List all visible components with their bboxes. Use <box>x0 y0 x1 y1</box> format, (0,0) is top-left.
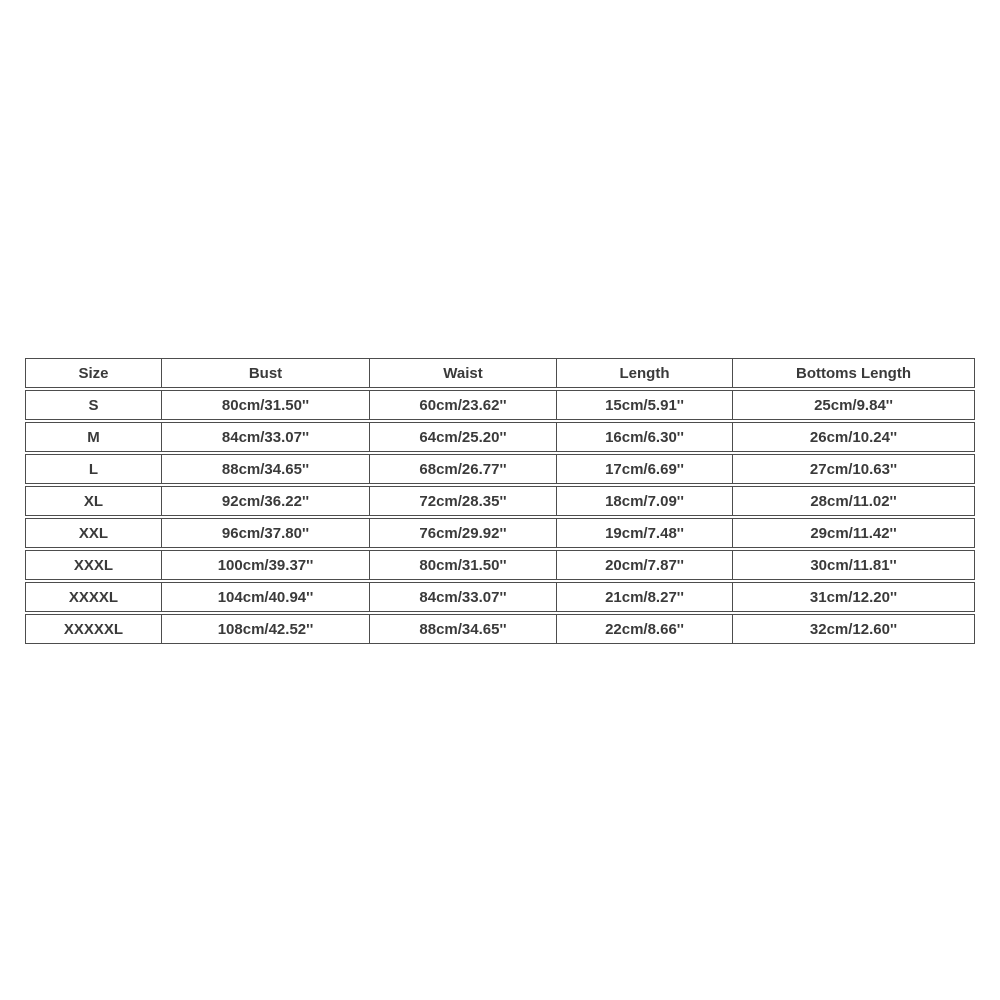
measurement-cell: 64cm/25.20'' <box>369 422 556 452</box>
measurement-cell: 104cm/40.94'' <box>161 582 369 612</box>
column-header-size: Size <box>25 358 161 388</box>
measurement-cell: 22cm/8.66'' <box>556 614 732 644</box>
measurement-cell: 100cm/39.37'' <box>161 550 369 580</box>
size-cell: M <box>25 422 161 452</box>
table-row <box>25 582 975 612</box>
table-row <box>25 486 975 516</box>
size-cell: XXXXXL <box>25 614 161 644</box>
column-header-length: Length <box>556 358 732 388</box>
measurement-cell: 88cm/34.65'' <box>369 614 556 644</box>
measurement-cell: 68cm/26.77'' <box>369 454 556 484</box>
measurement-cell: 28cm/11.02'' <box>732 486 975 516</box>
measurement-cell: 16cm/6.30'' <box>556 422 732 452</box>
column-header-waist: Waist <box>369 358 556 388</box>
table-row <box>25 422 975 452</box>
measurement-cell: 18cm/7.09'' <box>556 486 732 516</box>
measurement-cell: 25cm/9.84'' <box>732 390 975 420</box>
size-cell: XXL <box>25 518 161 548</box>
measurement-cell: 21cm/8.27'' <box>556 582 732 612</box>
measurement-cell: 27cm/10.63'' <box>732 454 975 484</box>
measurement-cell: 31cm/12.20'' <box>732 582 975 612</box>
size-cell: XXXXL <box>25 582 161 612</box>
size-cell: S <box>25 390 161 420</box>
measurement-cell: 60cm/23.62'' <box>369 390 556 420</box>
measurement-cell: 88cm/34.65'' <box>161 454 369 484</box>
measurement-cell: 15cm/5.91'' <box>556 390 732 420</box>
measurement-cell: 26cm/10.24'' <box>732 422 975 452</box>
measurement-cell: 80cm/31.50'' <box>161 390 369 420</box>
measurement-cell: 20cm/7.87'' <box>556 550 732 580</box>
table-row <box>25 614 975 644</box>
measurement-cell: 92cm/36.22'' <box>161 486 369 516</box>
measurement-cell: 17cm/6.69'' <box>556 454 732 484</box>
size-chart-header <box>25 358 975 388</box>
header-row <box>25 358 975 388</box>
size-cell: L <box>25 454 161 484</box>
measurement-cell: 96cm/37.80'' <box>161 518 369 548</box>
size-chart-body <box>25 390 975 644</box>
measurement-cell: 32cm/12.60'' <box>732 614 975 644</box>
measurement-cell: 108cm/42.52'' <box>161 614 369 644</box>
measurement-cell: 19cm/7.48'' <box>556 518 732 548</box>
measurement-cell: 72cm/28.35'' <box>369 486 556 516</box>
size-cell: XXXL <box>25 550 161 580</box>
measurement-cell: 84cm/33.07'' <box>161 422 369 452</box>
table-row <box>25 454 975 484</box>
size-chart-area <box>25 356 975 646</box>
measurement-cell: 84cm/33.07'' <box>369 582 556 612</box>
size-chart-table <box>25 356 975 646</box>
table-row <box>25 390 975 420</box>
measurement-cell: 80cm/31.50'' <box>369 550 556 580</box>
measurement-cell: 29cm/11.42'' <box>732 518 975 548</box>
measurement-cell: 76cm/29.92'' <box>369 518 556 548</box>
table-row <box>25 518 975 548</box>
size-cell: XL <box>25 486 161 516</box>
column-header-bottoms-length: Bottoms Length <box>732 358 975 388</box>
table-row <box>25 550 975 580</box>
column-header-bust: Bust <box>161 358 369 388</box>
measurement-cell: 30cm/11.81'' <box>732 550 975 580</box>
